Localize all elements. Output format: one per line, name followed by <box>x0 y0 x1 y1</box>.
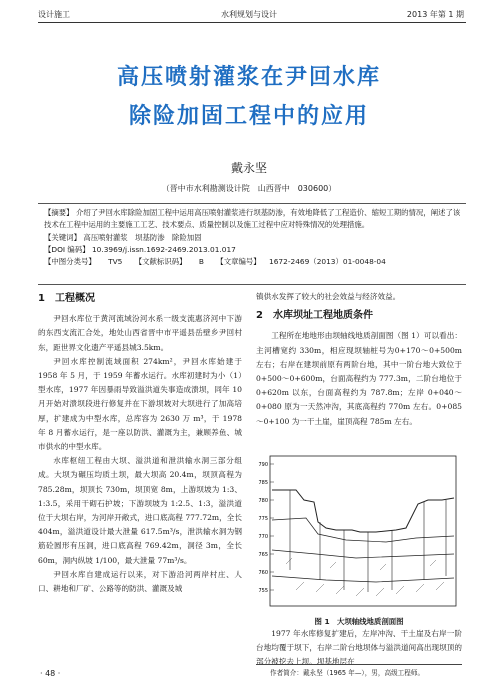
keywords-text: 高压喷射灌浆 坝基防渗 除险加固 <box>83 233 202 242</box>
running-header-center: 水利规划与设计 <box>221 10 277 19</box>
doi-text: 10.3969/j.issn.1692-2469.2013.01.017 <box>91 245 236 254</box>
title-line-2: 除险加固工程中的应用 <box>128 104 369 129</box>
keywords <box>44 232 462 244</box>
clc-label: 【中图分类号】 <box>44 257 96 266</box>
section-2-heading: 2 水库坝址工程地质条件 <box>256 310 373 322</box>
doi <box>44 244 462 256</box>
footnote-rule <box>256 664 462 665</box>
abstract <box>44 207 462 231</box>
affiliation: （晋中市水利勘测设计院 山西晋中 030600） <box>161 184 337 193</box>
figure-frame <box>270 456 456 606</box>
doi-label: 【DOI 编码】 <box>44 245 90 254</box>
paragraph: 尹回水库位于黄河流域汾河水系一级支流惠济河中下游的东西支流汇合处，地处山西省晋中市平遥县岳壁乡尹回村东，距世界文化遗产平遥县城3.5km。 <box>38 314 242 352</box>
abstract-text: 介绍了尹回水库除险加固工程中运用高压喷射灌浆进行坝基防渗，有效地降低了工程造价、缩短工期的情况，阐述了该技术在工程中运用的主要施工工艺、技术要点、质量控制以及施工过程中应对特殊情况的处理措施。 <box>44 208 461 229</box>
paragraph: 工程所在地地形由坝轴线地质剖面图（图 1）可以看出：主河槽宽约 330m，相应现坝轴桩号为0+170～0+500m 左右；右岸在建坝前原有两阶台地，其中一阶台地大致位于 0+500～0+600m，台面高程约为 777.3m，二阶台地位于 0+620m 以东，台面高程约为 787.8m；左岸 0+040～0+080 原为一天然冲沟，其底高程约 770m 左右。0+085～0+100 为一干土崖，崖顶高程 785m 左右。 <box>256 331 462 426</box>
elevation-tick-label: 765 <box>258 552 268 558</box>
doc-code-label: 【文献标识码】 <box>134 257 187 266</box>
header-rule <box>38 22 466 23</box>
meta-bottom-rule <box>38 284 466 285</box>
left-column <box>38 290 242 596</box>
page-number: · 48 · <box>40 669 61 678</box>
geologic-section-figure <box>256 450 462 612</box>
elevation-tick-label: 785 <box>258 480 268 486</box>
section-1-heading: 1 工程概况 <box>38 293 95 304</box>
right-column <box>256 290 462 429</box>
elevation-tick-label: 780 <box>258 498 268 504</box>
paragraph: 尹回水库自建成运行以来，对下游沿河两岸村庄、人口、耕地和厂矿、公路等的防洪、灌溉及城 <box>38 569 242 594</box>
elevation-tick-label: 770 <box>258 534 268 540</box>
elevation-tick-label: 755 <box>258 588 268 594</box>
paragraph: 尹回水库控制流域面积 274km²，尹回水库始建于 1958 年 5 月，于 1959 年蓄水运行。水库初建时为小（1）型水库，1977 年因暴雨导致溢洪道失事造成溃坝，同年 10 月开始对溃坝段进行修复并在下游坝坡对大坝进行了加高培厚，扩建成为中型水库，总库容为 2630 万 m³，于 1978 年 8 月蓄水运行，是一座以防洪、灌溉为主，兼顾养鱼、城市供水的中型水库。 <box>38 356 242 452</box>
doc-code-value: B <box>198 257 204 266</box>
clc-value: TV5 <box>108 257 123 266</box>
elevation-tick-label: 790 <box>258 462 268 468</box>
article-no-value: 1672-2469（2013）01-0048-04 <box>269 257 386 266</box>
elevation-tick-label: 760 <box>258 570 268 576</box>
meta-top-rule <box>38 203 466 204</box>
paragraph: 镇供水发挥了较大的社会效益与经济效益。 <box>256 292 401 301</box>
article-no-label: 【文章编号】 <box>216 257 261 266</box>
abstract-label: 【摘要】 <box>44 208 74 217</box>
title-line-1: 高压喷射灌浆在尹回水库 <box>116 65 381 90</box>
paragraph: 1977 年水库修复扩建后，左岸冲沟、干土崖及右岸一阶台地均覆于坝下，右岸二阶台地坝体与溢洪道间高出现坝顶的部分被挖去上坝。坝基地层在 <box>256 629 462 667</box>
keywords-label: 【关键词】 <box>44 233 81 242</box>
figure-caption: 图 1 大坝轴线地质剖面图 <box>314 617 404 626</box>
running-header-right: 2013 年第 1 期 <box>406 10 464 19</box>
author: 戴永坚 <box>230 161 267 175</box>
paragraph: 水库枢纽工程由大坝、溢洪道和泄洪输水洞三部分组成。大坝为碾压均质土坝，最大坝高 20.4m，坝顶高程为 785.28m，坝顶长 730m，坝顶宽 8m，上游坝坡为 1:3、1:3.5，采用干砌石护坡；下游坝坡为 1:2.5、1:3，溢洪道位于大坝右岸，为河岸开敞式，进口底高程 777.72m，全长 404m，溢洪道设计最大泄量 617.5m³/s，泄洪输水洞为钢筋砼圆形有压洞，进口底高程 769.42m，洞径 3m，全长 60m，洞内纵坡 1/100，最大泄量 77m³/s。 <box>38 456 242 565</box>
abstract-block <box>44 207 462 268</box>
running-header-left: 设计施工 <box>38 10 70 19</box>
classification <box>44 256 462 268</box>
footnote: 作者简介：戴永坚（1965 年—），男，高级工程师。 <box>270 669 425 677</box>
figure-1 <box>256 450 462 626</box>
elevation-tick-label: 775 <box>258 516 268 522</box>
